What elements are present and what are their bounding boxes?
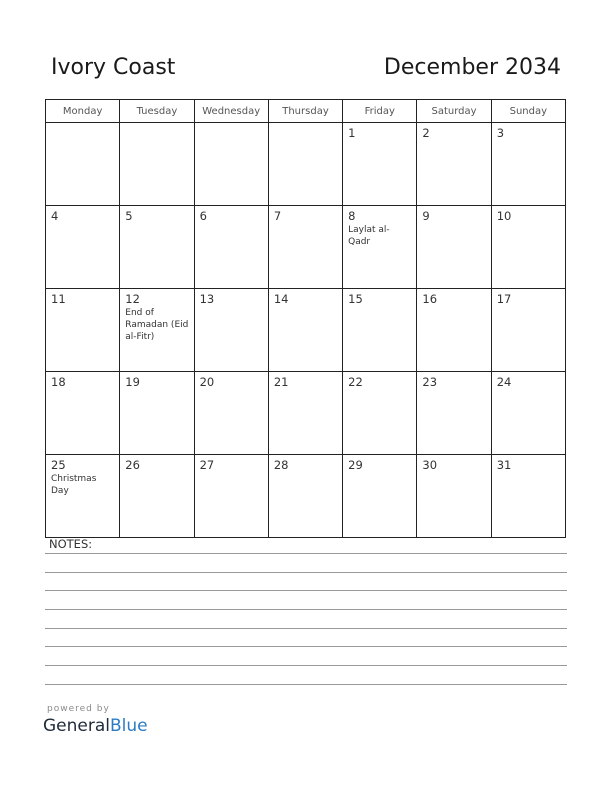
holiday-label: Laylat al-Qadr [348, 225, 390, 247]
powered-by-text: powered by [47, 704, 110, 714]
day-cell [46, 289, 120, 372]
day-cell [491, 372, 565, 455]
day-number: 30 [422, 458, 438, 472]
week-row [46, 123, 566, 206]
weekday-monday: Monday [46, 100, 120, 123]
month-title: December 2034 [383, 55, 561, 80]
day-cell [46, 372, 120, 455]
day-cell [268, 455, 342, 538]
weekday-thursday: Thursday [268, 100, 342, 123]
day-cell [417, 372, 491, 455]
weekday-wednesday: Wednesday [194, 100, 268, 123]
day-cell [120, 372, 194, 455]
day-number: 3 [496, 126, 505, 140]
day-cell [46, 455, 120, 538]
weekday-friday: Friday [343, 100, 417, 123]
day-cell [268, 206, 342, 289]
day-number: 7 [273, 209, 282, 223]
day-cell [194, 206, 268, 289]
note-line [45, 609, 567, 610]
week-row [46, 206, 566, 289]
day-number: 18 [51, 375, 66, 389]
note-line [45, 590, 567, 591]
day-cell [120, 123, 194, 206]
week-row [46, 289, 566, 372]
calendar-grid [45, 99, 566, 538]
day-number: 26 [125, 458, 140, 472]
weekday-sunday: Sunday [491, 100, 565, 123]
day-number: 5 [125, 209, 133, 223]
day-cell [120, 455, 194, 538]
note-line [45, 628, 567, 629]
generalblue-logo [43, 716, 148, 736]
day-number: 16 [422, 292, 438, 306]
day-cell [417, 455, 491, 538]
day-number: 27 [199, 458, 215, 472]
day-number: 29 [348, 458, 363, 472]
day-number: 21 [273, 375, 289, 389]
weekday-saturday: Saturday [417, 100, 491, 123]
day-number: 1 [348, 126, 356, 140]
day-number: 14 [273, 292, 289, 306]
logo-general-text: General [43, 716, 110, 736]
day-cell [268, 289, 342, 372]
notes-label: NOTES: [49, 537, 93, 551]
day-cell [46, 206, 120, 289]
day-cell [491, 289, 565, 372]
day-cell [491, 455, 565, 538]
day-cell [491, 123, 565, 206]
weekday-tuesday: Tuesday [120, 100, 194, 123]
day-number: 20 [199, 375, 215, 389]
day-cell [491, 206, 565, 289]
day-cell [120, 289, 194, 372]
day-cell [417, 289, 491, 372]
day-number: 17 [496, 292, 512, 306]
day-cell [46, 123, 120, 206]
week-row [46, 372, 566, 455]
day-number: 2 [422, 126, 430, 140]
note-line [45, 646, 567, 647]
note-line [45, 553, 567, 554]
day-number: 22 [348, 375, 363, 389]
weekday-header-row [46, 100, 566, 123]
day-cell [343, 206, 417, 289]
day-cell [417, 206, 491, 289]
day-number: 4 [51, 209, 59, 223]
day-number: 13 [199, 292, 215, 306]
day-number: 23 [422, 375, 438, 389]
day-number: 9 [422, 209, 430, 223]
day-number: 15 [348, 292, 363, 306]
day-cell [194, 455, 268, 538]
day-cell [343, 123, 417, 206]
logo-blue-text: Blue [110, 716, 148, 736]
day-cell [268, 372, 342, 455]
note-line [45, 665, 567, 666]
note-line [45, 572, 567, 573]
day-number: 24 [496, 375, 512, 389]
day-cell [343, 455, 417, 538]
day-number: 12 [125, 292, 140, 306]
day-number: 25 [51, 458, 66, 472]
day-number: 11 [51, 292, 66, 306]
day-number: 31 [496, 458, 512, 472]
holiday-label: Christmas Day [51, 474, 97, 496]
day-cell [343, 372, 417, 455]
note-line [45, 684, 567, 685]
day-cell [194, 372, 268, 455]
day-number: 10 [496, 209, 512, 223]
day-number: 6 [199, 209, 207, 223]
day-number: 8 [348, 209, 356, 223]
day-cell [268, 123, 342, 206]
day-number: 28 [273, 458, 289, 472]
country-title: Ivory Coast [51, 55, 176, 80]
day-cell [417, 123, 491, 206]
day-cell [120, 206, 194, 289]
holiday-label: End of Ramadan (Eid al-Fitr) [125, 308, 189, 342]
week-row [46, 455, 566, 538]
day-cell [194, 289, 268, 372]
day-number: 19 [125, 375, 140, 389]
day-cell [194, 123, 268, 206]
day-cell [343, 289, 417, 372]
